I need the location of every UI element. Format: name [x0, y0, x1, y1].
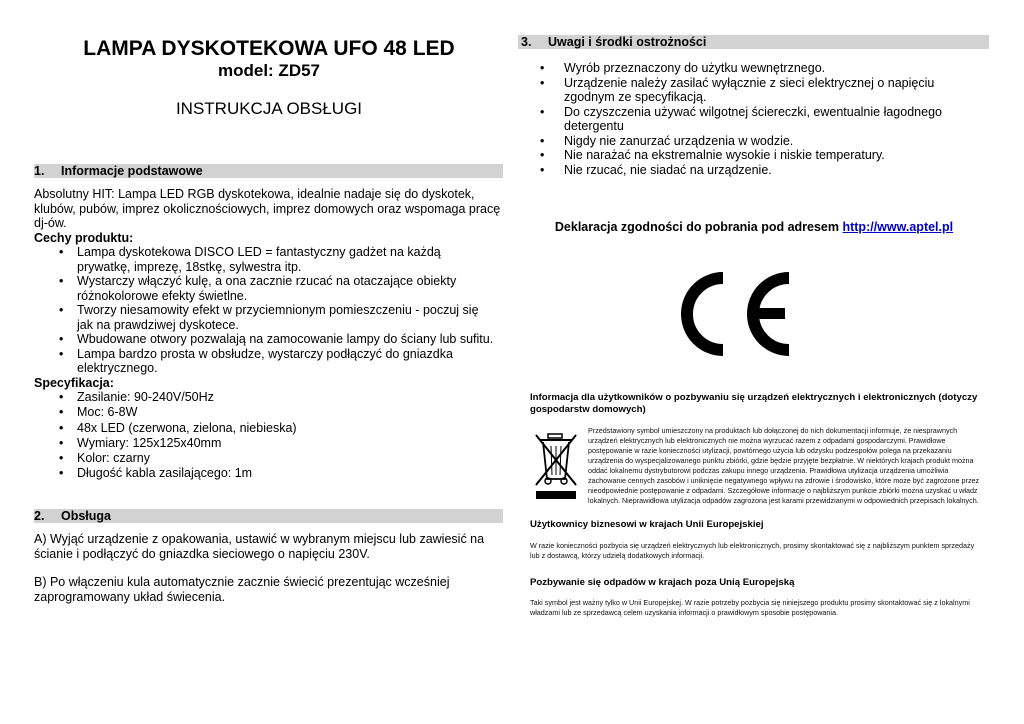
- declaration-text: Deklaracja zgodności do pobrania pod adresem: [554, 220, 843, 234]
- manual-title: INSTRUKCJA OBSŁUGI: [175, 99, 363, 118]
- spec-label: Specyfikacja:: [34, 376, 114, 390]
- spec-list: [34, 390, 494, 482]
- weee-body: Przedstawiony symbol umieszczony na produktach lub dołączonej do nich dokumentacji informuje, że niesprawnych urządzeń elektrycznych lub elektronicznych nie można wyrzucać razem z odpadami gospodarczymi. Prawidłowe postępowanie w razie konieczności utylizacji, powtórnego użycia lub odzysku podzespołów polega na przekazaniu urządzenia do wyspecjalizowanego punktu zbiórki, gdzie będzie przyjęte bezpłatnie. W niektórych krajach produkt można oddać lokalnemu dystrybutorowi podczas zakupu innego urządzenia. Prawidłowa utylizacja urządzenia umożliwia zachowanie cennych zasobów i uniknięcie negatywnego wpływu na zdrowie i środowisko, które może być zagrożone przez nieodpowiednie postępowanie z odpadami. Szczegółowe informacje o najbliższym punkcie zbiórki można uzyskać u władz lokalnych. Nieprawidłowa utylizacja odpadów zagrożona jest karami przewidzianymi w odpowiednich przepisach lokalnych.: [588, 426, 980, 505]
- section1-title: Informacje podstawowe: [61, 164, 203, 178]
- business-heading: Użytkownicy biznesowi w krajach Unii Europejskiej: [530, 519, 764, 530]
- declaration-link[interactable]: http://www.aptel.pl: [842, 220, 954, 234]
- crossed-bin-icon: [534, 431, 578, 501]
- list-item: • Nigdy nie zanurzać urządzenia w wodzie.: [518, 134, 983, 149]
- weee-bin: [534, 431, 578, 501]
- weee-heading: Informacja dla użytkowników o pozbywaniu się urządzeń elektrycznych i elektronicznych (dotyczy gospodarstw domowych): [530, 392, 978, 415]
- section1-number: 1.: [34, 164, 45, 178]
- section2-title: Obsługa: [61, 509, 112, 523]
- business-body: W razie konieczności pozbycia się urządzeń elektrycznych lub elektronicznych, prosimy skontaktować się z najbliższym punktem sprzedaży lub z dostawcą, którzy udzielą dodatkowych informacji.: [530, 541, 975, 560]
- list-item: • Nie narażać na ekstremalnie wysokie i niskie temperatury.: [518, 148, 983, 163]
- section2-para-b: B) Po włączeniu kula automatycznie zacznie świecić prezentując wcześniej zaprogramowany układ świecenia.: [34, 575, 450, 604]
- declaration: [518, 220, 990, 235]
- list-item: • Wbudowane otwory pozwalają na zamocowanie lampy do ściany lub sufitu.: [34, 332, 494, 347]
- list-item: • Nie rzucać, nie siadać na urządzenie.: [518, 163, 983, 178]
- outside-body: Taki symbol jest ważny tylko w Unii Europejskej. W razie potrzeby pozbycia się niniejszego produktu prosimy skontaktować się z lokalnymi władzami lub ze sprzedawcą celem uzyskania informacji o prawidłowym sposobie postępowania.: [530, 598, 970, 617]
- list-item: • Wymiary: 125x125x40mm: [34, 436, 494, 451]
- list-item: • Zasilanie: 90-240V/50Hz: [34, 390, 494, 405]
- section3-heading: [518, 35, 989, 49]
- section1-intro: Absolutny HIT: Lampa LED RGB dyskotekowa, idealnie nadaje się do dyskotek, klubów, pubów, imprez okolicznościowych, imprez domowych oraz wspomaga pracę dj-ów.: [34, 187, 501, 230]
- section3-title: Uwagi i środki ostrożności: [548, 35, 707, 49]
- list-item: • Urządzenie należy zasilać wyłącznie z sieci elektrycznej o napięciu zgodnym ze specyfikacją.: [518, 76, 983, 105]
- section1-heading: [34, 164, 503, 178]
- list-item: • Lampa dyskotekowa DISCO LED = fantastyczny gadżet na każdą prywatkę, imprezę, 18stkę, sylwestra itp.: [34, 245, 494, 274]
- list-item: • Do czyszczenia używać wilgotnej ściereczki, ewentualnie łagodnego detergentu: [518, 105, 983, 134]
- list-item: • Kolor: czarny: [34, 451, 494, 466]
- list-item: • Tworzy niesamowity efekt w przyciemnionym pomieszczeniu - poczuj się jak na prawdziwej dyskotece.: [34, 303, 494, 332]
- section2-para-a: A) Wyjąć urządzenie z opakowania, ustawić w wybranym miejscu lub zawiesić na ścianie i podłączyć do gniazdka sieciowego o napięciu 230V.: [34, 532, 485, 561]
- list-item: • 48x LED (czerwona, zielona, niebieska): [34, 421, 494, 436]
- section3-number: 3.: [521, 35, 532, 49]
- precautions-list: [518, 61, 983, 177]
- list-item: • Długość kabla zasilającego: 1m: [34, 466, 494, 481]
- product-title: LAMPA DYSKOTEKOWA UFO 48 LED: [83, 37, 455, 60]
- list-item: • Moc: 6-8W: [34, 405, 494, 420]
- model-label: model: ZD57: [217, 61, 321, 80]
- list-item: • Wystarczy włączyć kulę, a ona zacznie rzucać na otaczające obiekty różnokolorowe efekty świetlne.: [34, 274, 494, 303]
- ce-mark: [671, 266, 795, 361]
- section2-heading: [34, 509, 503, 523]
- list-item: • Wyrób przeznaczony do użytku wewnętrznego.: [518, 61, 983, 76]
- section2-number: 2.: [34, 509, 45, 523]
- outside-heading: Pozbywanie się odpadów w krajach poza Unią Europejską: [530, 577, 795, 588]
- features-list: [34, 245, 494, 376]
- ce-mark-icon: [671, 266, 795, 361]
- list-item: • Lampa bardzo prosta w obsłudze, wystarczy podłączyć do gniazdka elektrycznego.: [34, 347, 494, 376]
- features-label: Cechy produktu:: [34, 231, 134, 245]
